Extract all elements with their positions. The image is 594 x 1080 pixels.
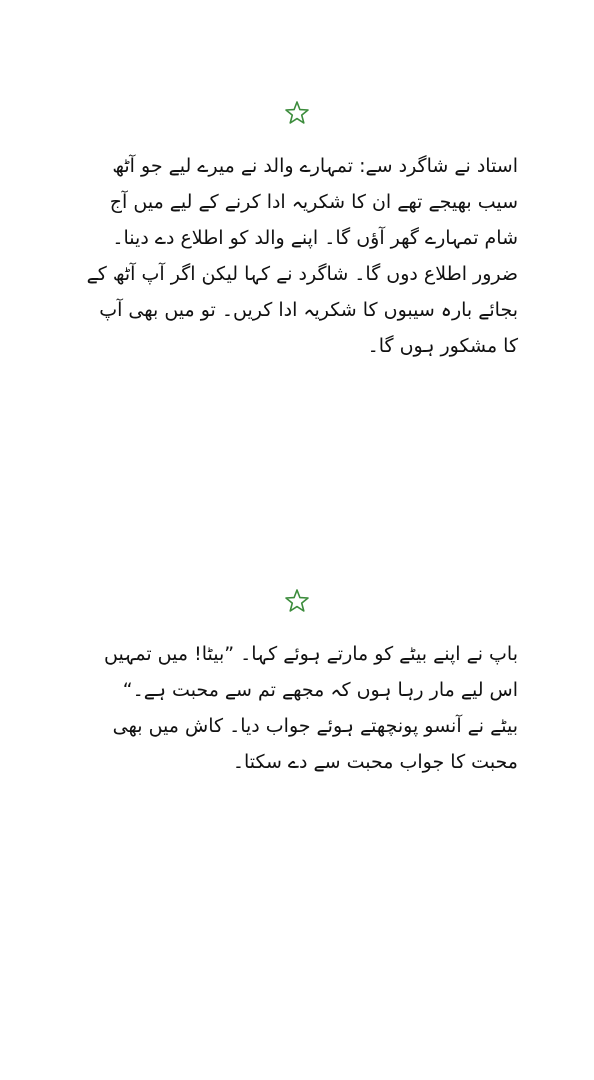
star-icon-svg: [284, 100, 310, 126]
joke-2-paragraph-1: باپ نے اپنے بیٹے کو مارتے ہوئے کہا۔ ”بیٹا! میں تمہیں اس لیے مار رہا ہوں کہ مجھے تم سے محبت ہے۔“: [104, 643, 518, 701]
joke-1-paragraph-1: استاد نے شاگرد سے: تمہارے والد نے میرے لیے جو آٹھ سیب بھیجے تھے ان کا شکریہ ادا کرنے کے لیے میں آج شام تمہارے گھر آؤں گا۔ اپنے والد کو اطلاع دے دینا۔: [109, 155, 518, 249]
joke-1: [80, 148, 518, 364]
star-icon-svg: [284, 588, 310, 614]
joke-2: [80, 636, 518, 780]
star-icon: [284, 100, 310, 126]
star-icon: [284, 588, 310, 614]
joke-1-paragraph-2: ضرور اطلاع دوں گا۔ شاگرد نے کہا لیکن اگر آپ آٹھ کے بجائے بارہ سیبوں کا شکریہ ادا کریں۔ تو میں بھی آپ کا مشکور ہوں گا۔: [86, 263, 518, 357]
joke-2-paragraph-2: بیٹے نے آنسو پونچھتے ہوئے جواب دیا۔ کاش میں بھی محبت کا جواب محبت سے دے سکتا۔: [112, 715, 518, 773]
